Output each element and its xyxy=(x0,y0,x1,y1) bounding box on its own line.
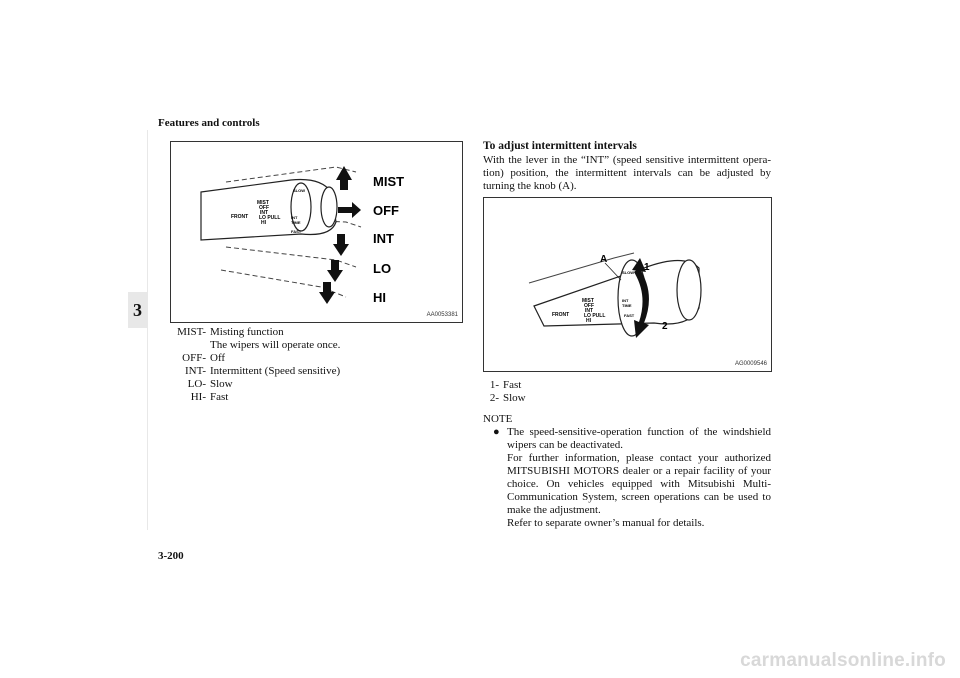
section-body: With the lever in the “INT” (speed sensitive intermittent opera-tion) position, the intermittent intervals can be adjusted by turning the knob (A). xyxy=(483,154,771,192)
knob-label: FAST xyxy=(624,313,635,318)
legend-value: Fast xyxy=(503,379,522,391)
legend-row xyxy=(485,379,526,392)
header-title: Features and controls xyxy=(158,117,260,129)
knob-label: INT xyxy=(260,210,269,216)
knob-label: LO PULL xyxy=(259,215,281,221)
knob-label: MIST xyxy=(582,298,594,304)
knob-label: MIST xyxy=(257,200,269,206)
knob-label: OFF xyxy=(584,303,594,309)
knob-label: INT xyxy=(622,298,629,303)
callout-2: 2 xyxy=(662,321,668,332)
legend-knob xyxy=(485,379,526,405)
note-line: Refer to separate owner’s manual for details. xyxy=(507,517,705,529)
lever-tip xyxy=(677,260,701,320)
legend-value: Off xyxy=(210,352,226,364)
knob-label: TIME xyxy=(622,303,632,308)
arrow-down-icon xyxy=(327,260,343,282)
callout-a: A xyxy=(600,254,608,265)
arrow-right-icon xyxy=(338,202,361,218)
knob-label: SLOW xyxy=(293,188,305,193)
legend-key: MIST- xyxy=(177,326,206,338)
legend-key: HI- xyxy=(190,391,206,403)
knob-illustration xyxy=(484,198,771,371)
knob-label: SLOW xyxy=(622,270,634,275)
page-number: 3-200 xyxy=(158,550,184,562)
knob-label: INT xyxy=(585,308,594,314)
knob-label: HI xyxy=(586,318,591,324)
section-title: To adjust intermittent intervals xyxy=(483,140,637,152)
legend-key: 1- xyxy=(489,379,499,391)
legend-lever-positions xyxy=(170,326,340,404)
knob-label: FRONT xyxy=(231,214,249,220)
legend-key: INT- xyxy=(185,365,206,377)
legend-row xyxy=(170,391,340,404)
legend-row xyxy=(170,365,340,378)
lever-illustration xyxy=(171,142,462,322)
legend-row xyxy=(170,326,340,339)
lever-label-int: INT xyxy=(373,231,394,246)
lever-label-mist: MIST xyxy=(373,174,405,189)
figure-id: AA0053381 xyxy=(426,312,458,318)
knob-label: TIME xyxy=(291,220,301,225)
legend-subvalue: The wipers will operate once. xyxy=(210,339,341,351)
legend-key: OFF- xyxy=(182,352,206,364)
callout-1: 1 xyxy=(644,262,650,273)
legend-value: Slow xyxy=(503,392,526,404)
note-label: NOTE xyxy=(483,413,513,425)
legend-row xyxy=(170,339,340,352)
knob-label: HI xyxy=(261,220,266,226)
watermark: carmanualsonline.info xyxy=(740,650,946,671)
figure-lever-positions xyxy=(170,141,463,323)
legend-key: LO- xyxy=(187,378,206,390)
note-line: The speed-sensitive-operation function of the windshield wipers can be deactivated. xyxy=(507,426,771,451)
legend-value: Intermittent (Speed sensitive) xyxy=(210,365,341,377)
callout-line xyxy=(605,263,621,280)
chapter-tab-line xyxy=(147,130,148,530)
lever-label-hi: HI xyxy=(373,290,386,305)
figure-id: AG0009546 xyxy=(734,361,767,367)
legend-value: Misting function xyxy=(210,326,284,338)
arrow-up-icon xyxy=(336,166,352,190)
note-block xyxy=(483,413,771,530)
lever-label-lo: LO xyxy=(373,261,392,276)
legend-value: Fast xyxy=(210,391,229,403)
arrow-down-icon xyxy=(333,234,349,256)
figure-knob-adjust xyxy=(483,197,772,372)
legend-row xyxy=(485,392,526,405)
legend-row xyxy=(170,352,340,365)
note-line: For further information, please contact your authorized MITSUBISHI MOTORS dealer or a repair facility of your choice. On vehicles equipped with Mitsubishi Multi-Communication System, screen operations can be used to make the adjustment. xyxy=(507,452,771,516)
legend-value: Slow xyxy=(210,378,233,390)
knob-label: FRONT xyxy=(552,312,570,318)
legend-key: 2- xyxy=(489,392,499,404)
legend-row xyxy=(170,378,340,391)
lever-label-off: OFF xyxy=(373,203,399,218)
arrow-down-icon xyxy=(319,282,335,304)
knob-label: OFF xyxy=(259,205,269,211)
lever-tip xyxy=(321,187,337,227)
chapter-tab: 3 xyxy=(128,292,147,328)
knob-label: FAST xyxy=(291,229,302,234)
note-item xyxy=(483,426,771,530)
bullet-icon: ● xyxy=(493,426,500,438)
knob-label: LO PULL xyxy=(584,313,606,319)
knob-label: INT xyxy=(291,215,298,220)
